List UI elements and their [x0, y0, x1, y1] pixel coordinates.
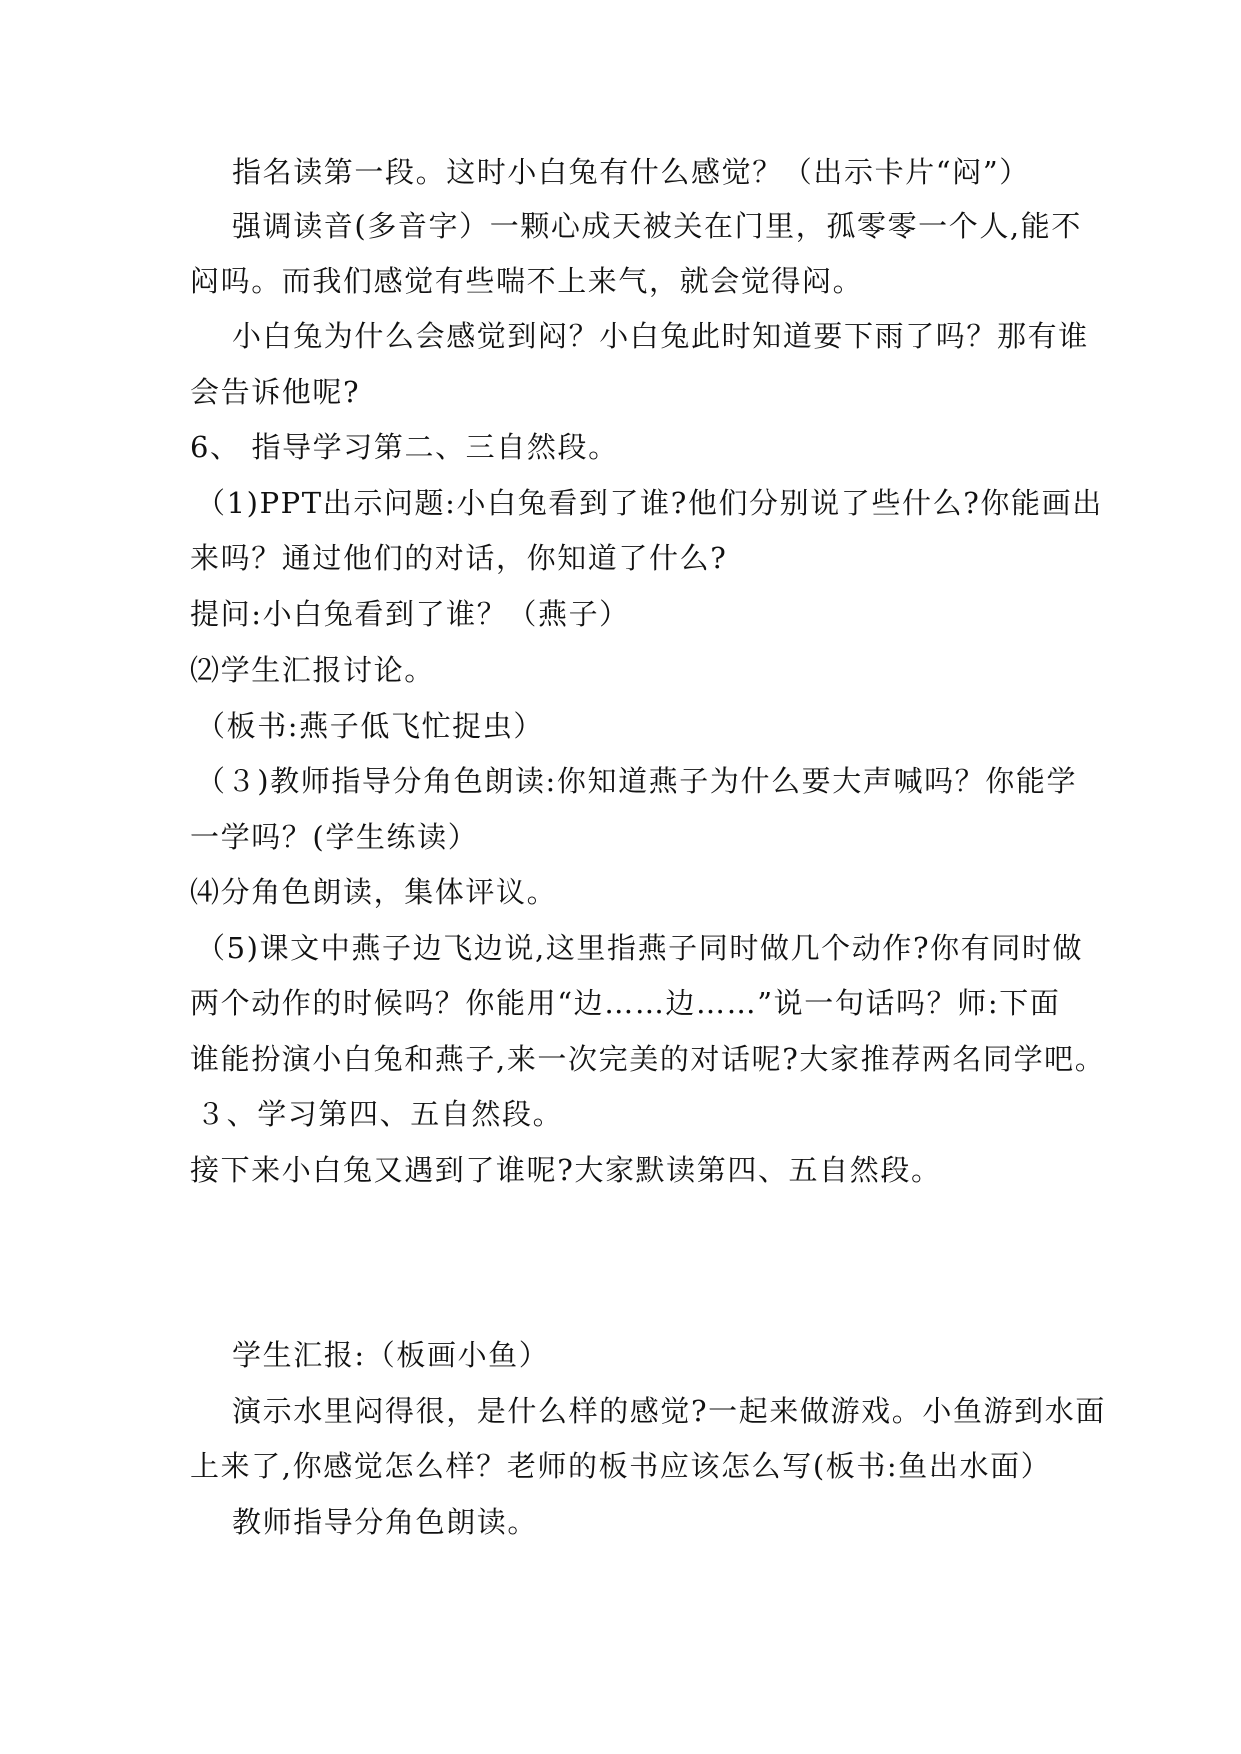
paragraph-line: 强调读音(多音字）一颗心成天被关在门里，孤零零一个人,能不: [232, 209, 1082, 243]
paragraph-line: 提问:小白兔看到了谁？（燕子）: [190, 597, 630, 631]
paragraph-line: 接下来小白兔又遇到了谁呢?大家默读第四、五自然段。: [190, 1153, 942, 1187]
section-heading: ３、学习第四、五自然段。: [196, 1097, 564, 1131]
paragraph-line: （３)教师指导分角色朗读:你知道燕子为什么要大声喊吗？你能学: [196, 764, 1078, 798]
paragraph-line: （1)PPT出示问题:小白兔看到了谁?他们分别说了些什么?你能画出: [196, 486, 1103, 520]
paragraph-line: 学生汇报:（板画小鱼）: [232, 1338, 550, 1372]
section-heading: 6、 指导学习第二、三自然段。: [190, 430, 619, 464]
paragraph-line: ⑷分角色朗读，集体评议。: [190, 875, 558, 909]
paragraph-line: 演示水里闷得很，是什么样的感觉?一起来做游戏。小鱼游到水面: [232, 1394, 1106, 1428]
paragraph-line: 上来了,你感觉怎么样？老师的板书应该怎么写(板书:鱼出水面）: [190, 1449, 1052, 1483]
paragraph-line: 闷吗。而我们感觉有些喘不上来气，就会觉得闷。: [190, 264, 864, 298]
paragraph-line: 一学吗？(学生练读）: [190, 820, 479, 854]
paragraph-line: 会告诉他呢?: [190, 375, 361, 409]
paragraph-line: （5)课文中燕子边飞边说,这里指燕子同时做几个动作?你有同时做: [196, 931, 1084, 965]
paragraph-line: 教师指导分角色朗读。: [232, 1505, 539, 1539]
paragraph-line: 谁能扮演小白兔和燕子,来一次完美的对话呢?大家推荐两名同学吧。: [190, 1042, 1106, 1076]
paragraph-line: 小白兔为什么会感觉到闷？小白兔此时知道要下雨了吗？那有谁: [232, 319, 1089, 353]
paragraph-line: 来吗？通过他们的对话，你知道了什么?: [190, 541, 728, 575]
paragraph-line: 指名读第一段。这时小白兔有什么感觉？（出示卡片“闷”）: [232, 155, 1030, 189]
paragraph-line: （板书:燕子低飞忙捉虫）: [196, 709, 544, 743]
paragraph-line: ⑵学生汇报讨论。: [190, 653, 435, 687]
paragraph-line: 两个动作的时候吗？你能用“边……边……”说一句话吗？师:下面: [190, 986, 1061, 1020]
